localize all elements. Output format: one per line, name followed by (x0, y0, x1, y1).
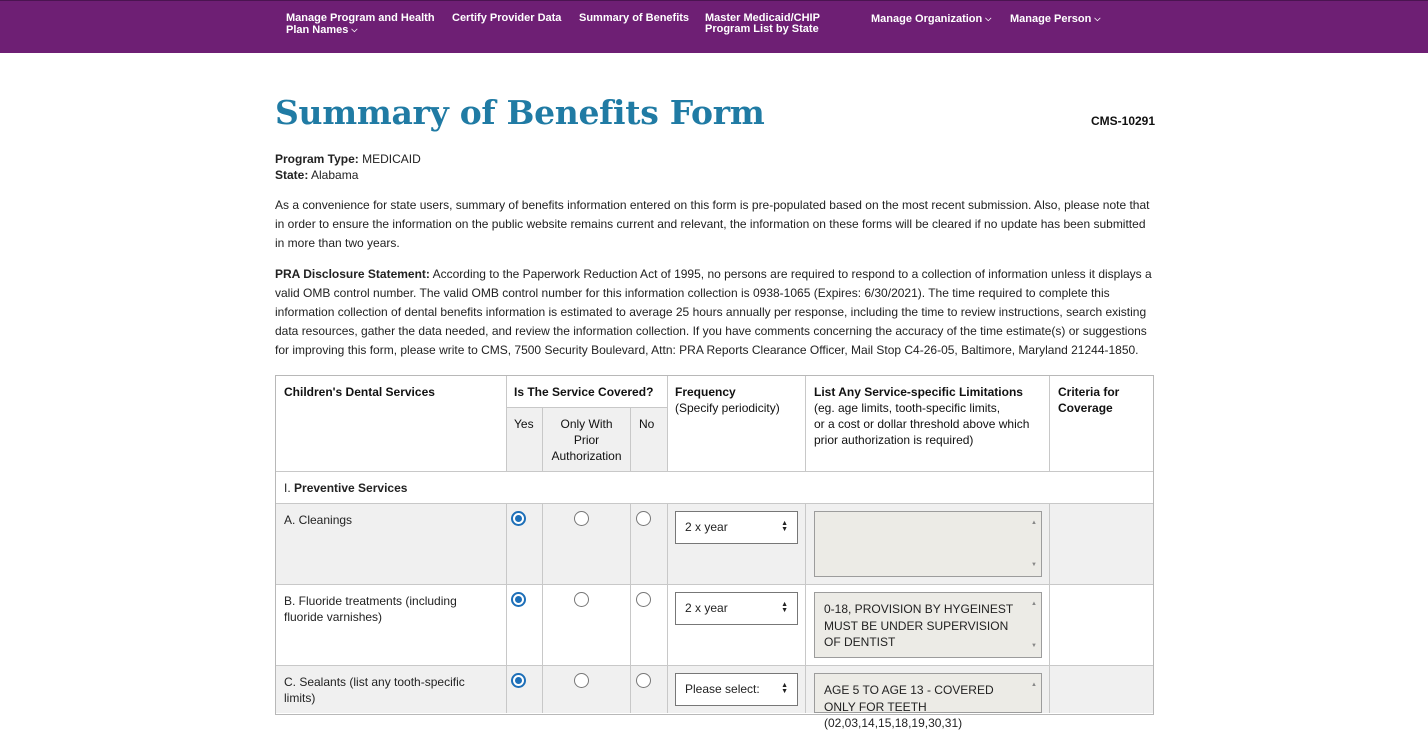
nav-manage-person[interactable] (1010, 13, 1100, 25)
nav-label: Manage Person (1010, 13, 1092, 25)
nav-master-program-list[interactable] (705, 13, 820, 35)
divider (542, 503, 543, 713)
pra-disclosure (275, 265, 1155, 360)
row-label-cleanings: A. Cleanings (284, 513, 353, 527)
header-service: Children's Dental Services (284, 385, 435, 399)
state (275, 168, 358, 182)
divider (630, 407, 631, 471)
nav-summary-of-benefits[interactable] (579, 13, 689, 24)
divider (276, 665, 1153, 666)
header-criteria: Criteria for Coverage (1058, 385, 1120, 415)
limitations-textarea[interactable]: AGE 5 TO AGE 13 - COVERED ONLY FOR TEETH (02,03,14,15,18,19,30,31) ▲ (814, 673, 1042, 713)
scroll-up-icon: ▲ (1031, 682, 1037, 688)
pra-label: PRA Disclosure Statement: (275, 267, 430, 281)
header-yes: Yes (514, 417, 534, 431)
prepopulation-notice: As a convenience for state users, summary of benefits information entered on this form is pre-populated based on the most recent submission. Also, please note that in order to ensure the information on the public website remains current and relevant, the information on these forms will be cleared if no update has been submitted in more than two years. (275, 198, 1150, 250)
nav-label: Manage Organization (871, 13, 983, 25)
radio-yes[interactable] (511, 511, 526, 526)
frequency-select[interactable]: 2 x year ▲ ▼ (675, 511, 798, 544)
radio-yes[interactable] (511, 673, 526, 688)
chevron-down-icon: ⌵ (351, 25, 358, 34)
nav-label: Manage Program and Health (286, 12, 435, 24)
header-prior-authorization: Only With Prior Authorization (551, 417, 622, 463)
row-label-sealants: C. Sealants (list any tooth-specific limits) (284, 675, 465, 705)
program-type-value: MEDICAID (362, 152, 421, 166)
nav-label: Master Medicaid/CHIP (705, 12, 820, 24)
select-arrows-icon: ▲ ▼ (781, 601, 788, 614)
header-frequency: Frequency (Specify periodicity) (675, 385, 780, 415)
radio-no[interactable] (636, 592, 651, 607)
divider (276, 471, 1153, 472)
select-arrows-icon: ▲ ▼ (781, 682, 788, 695)
row-label-fluoride: B. Fluoride treatments (including fluoride varnishes) (284, 594, 457, 624)
frequency-select[interactable]: Please select: ▲ ▼ (675, 673, 798, 706)
divider (506, 503, 507, 713)
divider (667, 503, 668, 713)
divider (805, 376, 806, 471)
limitations-textarea[interactable]: 0-18, PROVISION BY HYGEINEST MUST BE UNDER SUPERVISION OF DENTIST ▲ ▼ (814, 592, 1042, 658)
program-type (275, 152, 421, 166)
scroll-up-icon: ▲ (1031, 601, 1037, 607)
divider (1049, 503, 1050, 713)
nav-label: Summary of Benefits (579, 12, 690, 24)
nav-label: Program List by State (705, 23, 819, 35)
program-type-label: Program Type: (275, 152, 359, 166)
divider (805, 503, 806, 713)
divider (630, 503, 631, 713)
radio-prior-authorization[interactable] (574, 592, 589, 607)
nav-label: Plan Names (286, 24, 349, 36)
limitations-textarea[interactable] (814, 511, 1042, 577)
divider (667, 376, 668, 471)
nav-certify-provider-data[interactable] (452, 13, 561, 24)
divider (506, 376, 507, 471)
header-no: No (639, 417, 655, 431)
radio-prior-authorization[interactable] (574, 673, 589, 688)
chevron-down-icon: ⌵ (985, 14, 992, 23)
scroll-up-icon: ▲ (1031, 520, 1037, 526)
divider (276, 503, 1153, 504)
state-label: State: (275, 168, 309, 182)
state-value: Alabama (311, 168, 359, 182)
header-covered: Is The Service Covered? (514, 385, 654, 399)
radio-no[interactable] (636, 511, 651, 526)
top-navigation (0, 0, 1428, 53)
select-arrows-icon: ▲ ▼ (781, 520, 788, 533)
scroll-down-icon: ▼ (1031, 642, 1037, 649)
radio-no[interactable] (636, 673, 651, 688)
radio-prior-authorization[interactable] (574, 511, 589, 526)
page-title: Summary of Benefits Form (275, 93, 765, 132)
section-title: I. Preventive Services (284, 481, 408, 495)
chevron-down-icon: ⌵ (1094, 14, 1101, 23)
divider (506, 407, 667, 408)
divider (276, 584, 1153, 585)
frequency-select[interactable]: 2 x year ▲ ▼ (675, 592, 798, 625)
nav-manage-program[interactable] (286, 13, 435, 36)
form-code: CMS-10291 (1091, 114, 1156, 128)
divider (1049, 376, 1050, 471)
nav-manage-organization[interactable] (871, 13, 991, 25)
pra-text: According to the Paperwork Reduction Act of 1995, no persons are required to respond to a collection of information unless it displays a valid OMB control number. The valid OMB control number for this information collection is 0938-1065 (Expires: 6/30/2021). The time required to complete this information collection of dental benefits information is estimated to average 25 hours annually per response, including the time to review instructions, search existing data resources, gather the data needed, and review the information collection. If you have comments concerning the accuracy of the time estimate(s) or suggestions for improving this form, please write to CMS, 7500 Security Boulevard, Attn: PRA Reports Clearance Officer, Mail Stop C4-26-05, Baltimore, Maryland 21244-1850. (275, 267, 1152, 357)
header-limitations: List Any Service-specific Limitations (eg. age limits, tooth-specific limits, or a cost or dollar threshold above which prior authorization is required) (814, 385, 1030, 447)
radio-yes[interactable] (511, 592, 526, 607)
scroll-down-icon: ▼ (1031, 561, 1037, 568)
nav-label: Certify Provider Data (452, 12, 562, 24)
